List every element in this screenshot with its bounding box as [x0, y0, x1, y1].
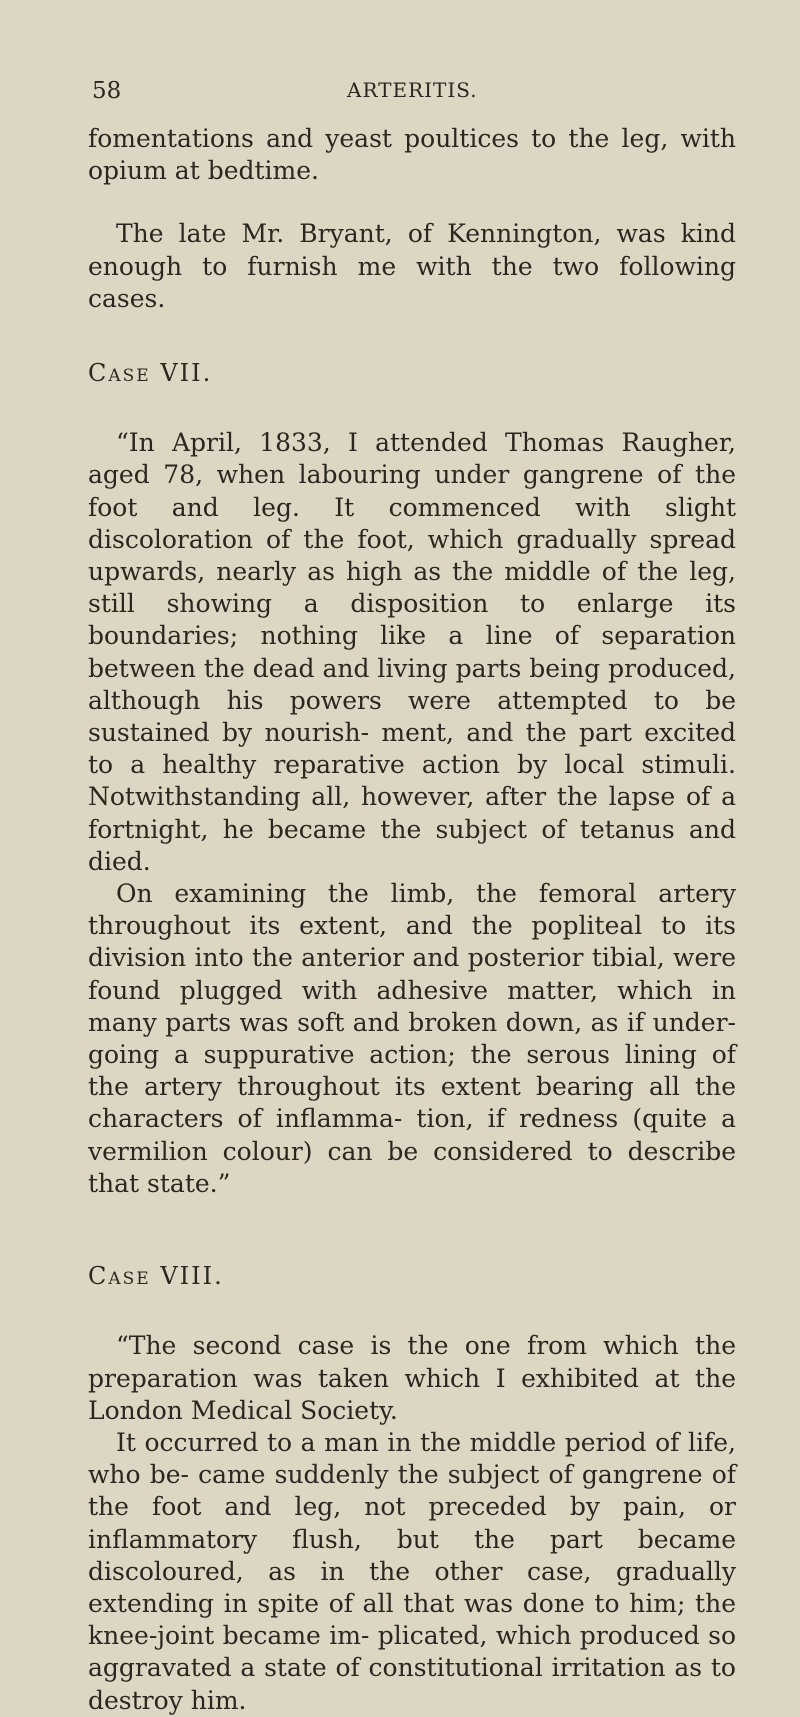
case-7-heading: [88, 357, 736, 389]
paragraph-examination: On examining the limb, the femoral artery throughout its extent, and the popliteal to its division into the anterior and posterior tibial, were found plugged with adhesive matter, which in many parts was soft and broken down, as if under- going a suppurative action; the serous lining of the artery throughout its extent bearing all the characters of inflamma- tion, if redness (quite a vermilion colour) can be considered to describe that state.”: [88, 879, 736, 1198]
paragraph-continuation: fomentations and yeast poultices to the leg, with opium at bedtime.: [88, 124, 736, 186]
page-header: [0, 78, 800, 118]
paragraph-intro: The late Mr. Bryant, of Kennington, was kind enough to furnish me with the two following cases.: [88, 219, 736, 313]
paragraph-case-7: “In April, 1833, I attended Thomas Raugher, aged 78, when labouring under gangrene of the foot and leg. It commenced with slight discoloration of the foot, which gradually spread upwards, nearly as high as the middle of the leg, still showing a disposition to enlarge its boundaries; nothing like a line of separation between the dead and living parts being produced, although his powers were attempted to be sustained by nourish- ment, and the part excited to a healthy reparative action by local stimuli. Notwithstanding all, however, after the lapse of a fortnight, he became the subject of tetanus and died.: [88, 428, 736, 876]
running-title: ARTERITIS.: [347, 78, 478, 102]
case-8-heading: [88, 1260, 736, 1292]
case-7-heading-text: Case VII.: [88, 359, 213, 388]
page-body: [88, 123, 736, 1717]
paragraph-case-8: “The second case is the one from which the preparation was taken which I exhibited at the London Medical Society.: [88, 1331, 736, 1425]
case-8-heading-text: Case VIII.: [88, 1262, 224, 1291]
page-number: 58: [92, 78, 122, 104]
paragraph-case-8-detail: It occurred to a man in the middle period of life, who be- came suddenly the subject of gangrene of the foot and leg, not preceded by pain, or inflammatory flush, but the part became discoloured, as in the other case, gradually extending in spite of all that was done to him; the knee-joint became im- plicated, which produced so aggravated a state of constitutional irritation as to destroy him.: [88, 1427, 736, 1715]
